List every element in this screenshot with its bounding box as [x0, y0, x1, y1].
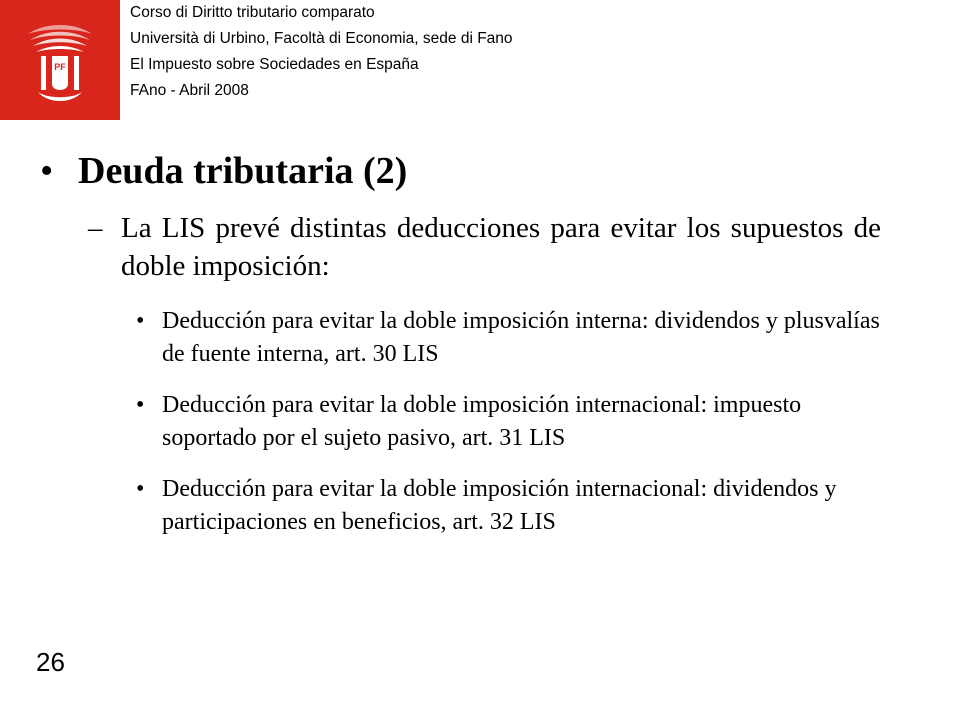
subpoint-text: La LIS prevé distintas deducciones para evitar los supuestos de doble imposición:: [121, 212, 881, 282]
dash-icon: –: [88, 212, 103, 244]
header-line-university: Università di Urbino, Facoltà di Economia, sede di Fano: [130, 30, 513, 47]
list-item-text: Deducción para evitar la doble imposición internacional: dividendos y participaciones en beneficios, art. 32 LIS: [162, 476, 837, 535]
bullet-icon: •: [136, 392, 145, 418]
header-line-topic: El Impuesto sobre Sociedades en España: [130, 56, 419, 73]
logo-letters: PF: [54, 62, 66, 72]
slide-number: 26: [36, 647, 65, 677]
list-item-text: Deducción para evitar la doble imposición interna: dividendos y plusvalías de fuente interna, art. 30 LIS: [162, 308, 880, 367]
header-line-course: Corso di Diritto tributario comparato: [130, 4, 375, 21]
bullet-icon: •: [136, 476, 145, 502]
list-item-text: Deducción para evitar la doble imposición internacional: impuesto soportado por el sujeto pasivo, art. 31 LIS: [162, 392, 802, 451]
header-line-date: FAno - Abril 2008: [130, 82, 249, 99]
bullet-icon: •: [40, 150, 54, 192]
slide-title: Deuda tributaria (2): [78, 150, 408, 192]
bullet-icon: •: [136, 308, 145, 334]
